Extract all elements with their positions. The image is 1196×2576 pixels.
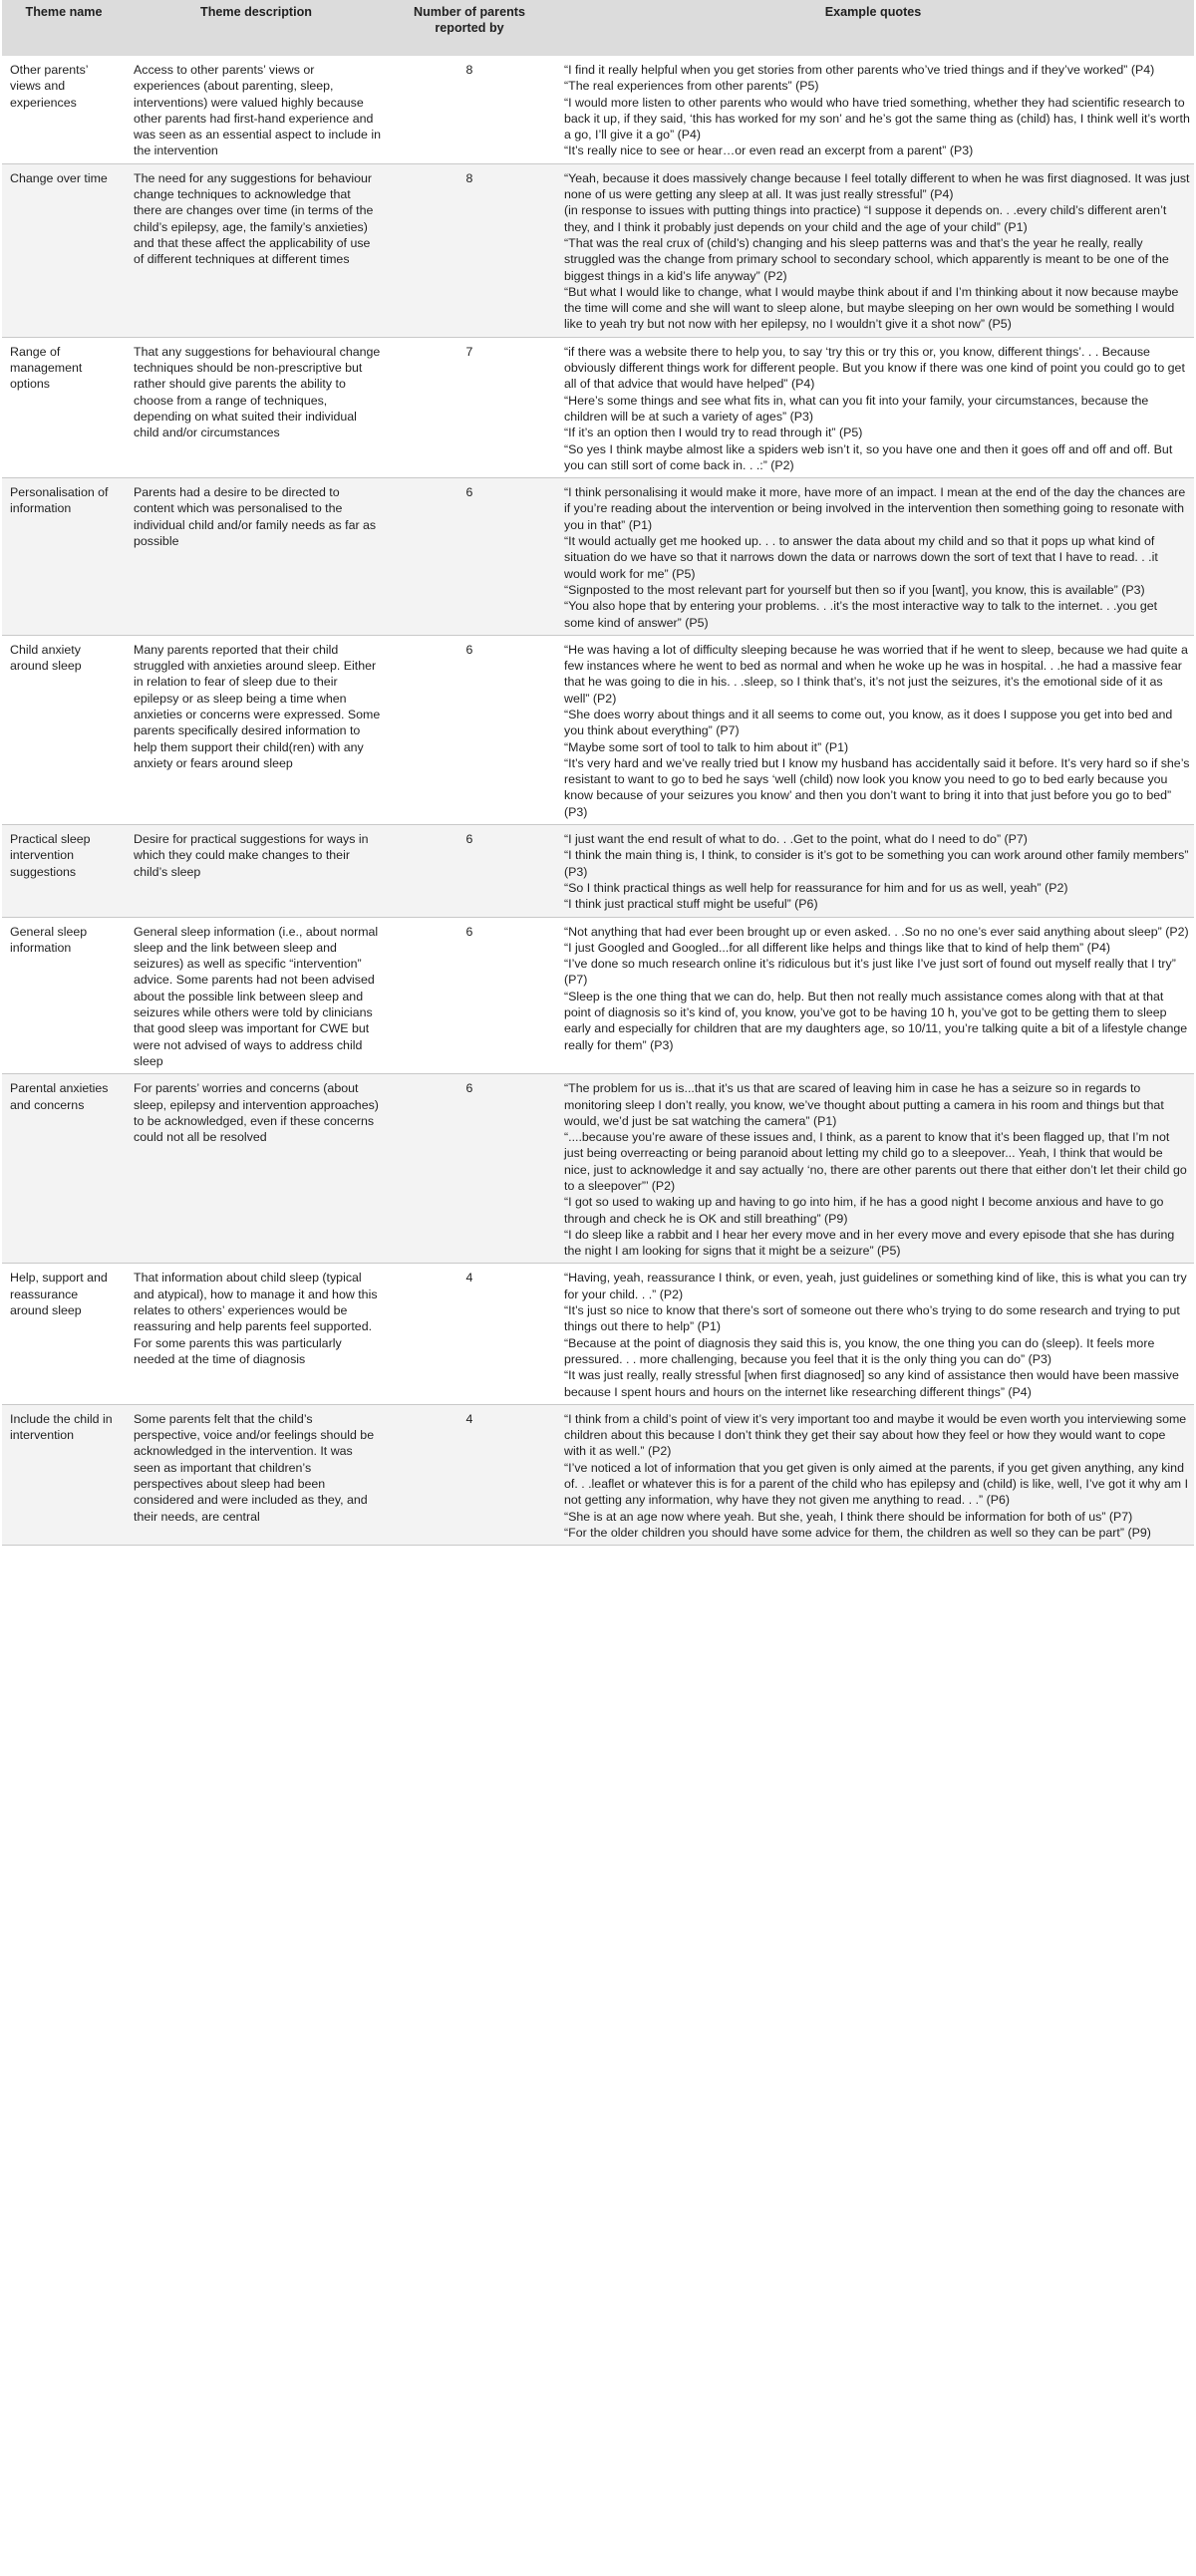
parent-count-cell: 6 (465, 642, 473, 657)
theme-name-cell: Personalisation of information (10, 485, 109, 516)
table-row (2, 635, 1194, 824)
theme-name-cell: Change over time (10, 170, 108, 185)
quote: “I’ve noticed a lot of information that you get given is only aimed at the parents, if you get given anything, any kind of. . .leaflet or whatever this is for a parent of the child who has epilepsy and (child) is like, well, I’ve got it why am I not getting any information, why have they not given me anything to read. . .” (P6) (564, 1460, 1189, 1508)
quote: “The problem for us is...that it’s us that are scared of leaving him in case he has a seizure so in regards to monitoring sleep I don’t really, you know, we’ve thought about putting a camera in his room and things but that would, we’d just be sat watching the camera” (P1) (564, 1081, 1164, 1128)
quote: “The real experiences from other parents” (P5) (564, 79, 819, 94)
quote: “I would more listen to other parents who would who have tried something, whether they had scientific research to back it up, if they said, ‘this has worked for my son’ and he’s got the same thing as (child) has, I think well it’s worth a go, I’ll give it a go” (P4) (564, 95, 1190, 143)
quote: “It’s really nice to see or hear…or even read an excerpt from a parent” (P3) (564, 143, 974, 158)
theme-description-cell: For parents’ worries and concerns (about sleep, epilepsy and intervention approaches) to be acknowledged, even if these concerns could not all be resolved (134, 1081, 379, 1145)
table-row (2, 56, 1194, 163)
table-row (2, 1404, 1194, 1545)
parent-count-cell: 6 (465, 485, 473, 500)
parent-count-cell: 6 (465, 1081, 473, 1096)
table-header (2, 0, 1194, 56)
parent-count-cell: 6 (465, 832, 473, 847)
parent-count-cell: 8 (465, 63, 473, 77)
theme-name-cell: General sleep information (10, 924, 88, 955)
quote: “I think the main thing is, I think, to consider is it’s got to be something you can work around other family members” (P3) (564, 848, 1189, 879)
quote: “if there was a website there to help you, to say ‘try this or try this or, you know, different things’. . . Because obviously different things work for different people. But you know if there was one kind of point you could go to get all of that advice that would have helped” (P4) (564, 344, 1185, 392)
header-example-quotes: Example quotes (552, 0, 1194, 56)
quote: “Maybe some sort of tool to talk to him about it” (P1) (564, 739, 849, 754)
header-number-of-parents: Number of parents reported by (387, 0, 552, 56)
quote: “She is at an age now where yeah. But she, yeah, I think there should be information for both of us” (P7) (564, 1509, 1133, 1524)
quote: “I just Googled and Googled...for all different like helps and things like that to kind of help them” (P4) (564, 940, 1111, 955)
parent-count-cell: 4 (465, 1411, 473, 1426)
theme-description-cell: That information about child sleep (typical and atypical), how to manage it and how this relates to others’ experiences would be reassuring and help parents feel supported. For some parents this was particularly needed at the time of diagnosis (134, 1271, 378, 1366)
theme-name-cell: Other parents’ views and experiences (10, 63, 89, 110)
example-quotes-cell (552, 478, 1194, 636)
theme-name-cell: Child anxiety around sleep (10, 642, 82, 674)
theme-name-cell: Help, support and reassurance around sleep (10, 1271, 108, 1318)
example-quotes-cell (552, 917, 1194, 1074)
quote: “I think just practical stuff might be useful” (P6) (564, 897, 818, 912)
theme-description-cell: Desire for practical suggestions for ways in which they could make changes to their child’s sleep (134, 832, 369, 879)
table-row (2, 1264, 1194, 1404)
theme-description-cell: General sleep information (i.e., about normal sleep and the link between sleep and seizures) as well as specific “intervention” advice. Some parents had not been advised about the possible link between sleep and seizures while others were told by clinicians that good sleep was important for CWE but were not advised of ways to address child sleep (134, 924, 379, 1068)
parent-count-cell: 8 (465, 170, 473, 185)
theme-name-cell: Practical sleep intervention suggestions (10, 832, 91, 879)
quote: “Not anything that had ever been brought up or even asked. . .So no no one’s ever said anything about sleep” (P2) (564, 924, 1189, 939)
quote: “So I think practical things as well help for reassurance for him and for us as well, yeah” (P2) (564, 880, 1068, 895)
example-quotes-cell (552, 1264, 1194, 1404)
quote: “Signposted to the most relevant part for yourself but then so if you [want], you know, this is available” (P3) (564, 582, 1145, 597)
parent-count-cell: 6 (465, 924, 473, 939)
quote: “I think personalising it would make it more, have more of an impact. I mean at the end of the day the chances are if you’re reading about the intervention or being involved in the intervention then something going to resonate with you in that” (P1) (564, 485, 1186, 532)
header-theme-name: Theme name (2, 0, 126, 56)
quote: (in response to issues with putting things into practice) “I suppose it depends on. . .every child’s different aren’t they, and I think it probably just depends on your child and the age of your child” (P1) (564, 203, 1167, 234)
quote: “That was the real crux of (child’s) changing and his sleep patterns was and that’s the year he really, really struggled was the change from primary school to secondary school, which apparently is meant to be one of the biggest things in a kid’s life anyway” (P2) (564, 235, 1169, 283)
quote: “I do sleep like a rabbit and I hear her every move and in her every move and every episode that she has during the night I am looking for signs that it might be a seizure” (P5) (564, 1227, 1175, 1259)
theme-description-cell: Parents had a desire to be directed to content which was personalised to the individual child and/or family needs as far as possible (134, 485, 377, 549)
theme-name-cell: Parental anxieties and concerns (10, 1081, 109, 1112)
quote: “I think from a child’s point of view it’s very important too and maybe it would be even worth you interviewing some children about this because I don’t think they get their say about how they feel or how they would want to cope with it as well.” (P2) (564, 1411, 1187, 1459)
quote: “Sleep is the one thing that we can do, help. But then not really much assistance comes along with that at that point of diagnosis so it’s kind of, you know, you’ve got to be having 10 h, you’ve got to be getting them to sleep early and especially for children that are my daughters age, so 10/11, you’re talking quite a bit of a lifestyle change really for them” (P3) (564, 989, 1188, 1052)
table-row (2, 917, 1194, 1074)
table-body (2, 56, 1194, 1546)
example-quotes-cell (552, 825, 1194, 917)
table-row (2, 1074, 1194, 1264)
quote: “I’ve done so much research online it’s ridiculous but it’s just like I’ve just sort of found out myself really that I try” (P7) (564, 957, 1176, 988)
example-quotes-cell (552, 1074, 1194, 1264)
quote: “But what I would like to change, what I would maybe think about if and I’m thinking about it now because maybe the time will come and she will want to sleep alone, but maybe sleeping on her own would be something I would like to yeah try but not now with her epilepsy, no I wouldn’t give it a shot now” (P5) (564, 284, 1179, 332)
quote: “So yes I think maybe almost like a spiders web isn’t it, so you have one and then it goes off and off and off. But you can still sort of come back in. . .:” (P2) (564, 441, 1173, 472)
theme-description-cell: That any suggestions for behavioural change techniques should be non-prescriptive but rather should give parents the ability to choose from a range of techniques, depending on what suited their individual child and/or circumstances (134, 344, 381, 440)
parent-count-cell: 4 (465, 1271, 473, 1286)
quote: “If it’s an option then I would try to read through it” (P5) (564, 426, 863, 440)
theme-description-cell: Many parents reported that their child struggled with anxieties around sleep. Either in relation to fear of sleep due to their epilepsy or as sleep being a time when anxieties or concerns were expressed. Some parents specifically desired information to help them support their child(ren) with any anxiety or fears around sleep (134, 642, 381, 770)
example-quotes-cell (552, 337, 1194, 477)
table-row (2, 163, 1194, 337)
quote: “He was having a lot of difficulty sleeping because he was worried that if he went to sleep, because we had quite a few instances where he went to bed as normal and when he woke up he was in hospital. . .he had a massive fear that he was going to die in his. . .sleep, so I think that’s, it’s not just the seizures, it’s the emotional side of it as well” (P2) (564, 642, 1188, 706)
quote: “It was just really, really stressful [when first diagnosed] so any kind of assistance then would have been massive because I spent hours and hours on the internet like researching different things” (P4) (564, 1368, 1179, 1399)
header-row (2, 0, 1194, 56)
example-quotes-cell (552, 56, 1194, 163)
header-theme-description: Theme description (126, 0, 387, 56)
table-row (2, 825, 1194, 917)
parent-count-cell: 7 (465, 344, 473, 359)
example-quotes-cell (552, 635, 1194, 824)
theme-name-cell: Range of management options (10, 344, 83, 392)
theme-description-cell: Some parents felt that the child’s perspective, voice and/or feelings should be acknowledged in the intervention. It was seen as important that children’s perspectives about sleep had been considered and were included as they, and their needs, are central (134, 1411, 375, 1524)
quote: “Yeah, because it does massively change because I feel totally different to when he was first diagnosed. It was just none of us were getting any sleep at all. It was just really stressful” (P4) (564, 170, 1190, 202)
theme-description-cell: The need for any suggestions for behaviour change techniques to acknowledge that there are changes over time (in terms of the child’s epilepsy, age, the family’s anxieties) and that these affect the applicability of use of different techniques at different times (134, 170, 374, 267)
quote: “It would actually get me hooked up. . . to answer the data about my child and so that it pops up what kind of situation do we have so that it narrows down the data or narrows down the sort of text that I have to read. . .it would work for me” (P5) (564, 534, 1158, 581)
quote: “She does worry about things and it all seems to come out, you know, as it does I suppose you get into bed and you think about everything” (P7) (564, 707, 1173, 738)
quote: “It’s very hard and we’ve really tried but I know my husband has accidentally said it before. It’s very hard so if she’s resistant to want to go to bed he says ‘well (child) now look you know you need to go to bed early because you know because of your seizures you know’ and then you don’t want to bring it into that just before you go to bed” (P3) (564, 755, 1190, 819)
quote: “....because you’re aware of these issues and, I think, as a parent to know that it’s been flagged up, that I’m not just being overreacting or being paranoid about letting my child go to a sleepover... Yeah, I think that would be nice, just to acknowledge it and say actually ‘no, there are other parents out there that either don’t let their child go to a sleepover”’ (P2) (564, 1130, 1187, 1193)
quote: “I just want the end result of what to do. . .Get to the point, what do I need to do” (P7) (564, 832, 1028, 847)
quote: “It’s just so nice to know that there’s sort of someone out there who’s trying to do some research and trying to put things out there to help” (P1) (564, 1303, 1180, 1334)
quote: “I got so used to waking up and having to go into him, if he has a good night I become anxious and have to go through and check he is OK and still breathing” (P9) (564, 1195, 1164, 1226)
example-quotes-cell (552, 1404, 1194, 1545)
table-row (2, 337, 1194, 477)
quote: “Here’s some things and see what fits in, what can you fit into your family, your circumstances, because the children will be at such a variety of ages” (P3) (564, 393, 1149, 424)
quote: “You also hope that by entering your problems. . .it’s the most interactive way to talk to the internet. . .you get some kind of answer” (P5) (564, 599, 1158, 630)
quote: “I find it really helpful when you get stories from other parents who’ve tried things and if they’ve worked” (P4) (564, 63, 1155, 77)
theme-name-cell: Include the child in intervention (10, 1411, 113, 1443)
example-quotes-cell (552, 163, 1194, 337)
theme-description-cell: Access to other parents’ views or experiences (about parenting, sleep, interventions) were valued highly because other parents had first-hand experience and was seen as an essential aspect to include in the intervention (134, 63, 381, 158)
quote: “Because at the point of diagnosis they said this is, you know, the one thing you can do (sleep). It feels more pressured. . . more challenging, because you feel that it is the only thing you can do” (P3) (564, 1335, 1155, 1366)
quote: “For the older children you should have some advice for them, the children as well so they can be part” (P9) (564, 1525, 1151, 1540)
table-row (2, 478, 1194, 636)
quote: “Having, yeah, reassurance I think, or even, yeah, just guidelines or something kind of like, this is what you can try for your child. . .” (P2) (564, 1271, 1187, 1301)
themes-table (2, 0, 1194, 1546)
